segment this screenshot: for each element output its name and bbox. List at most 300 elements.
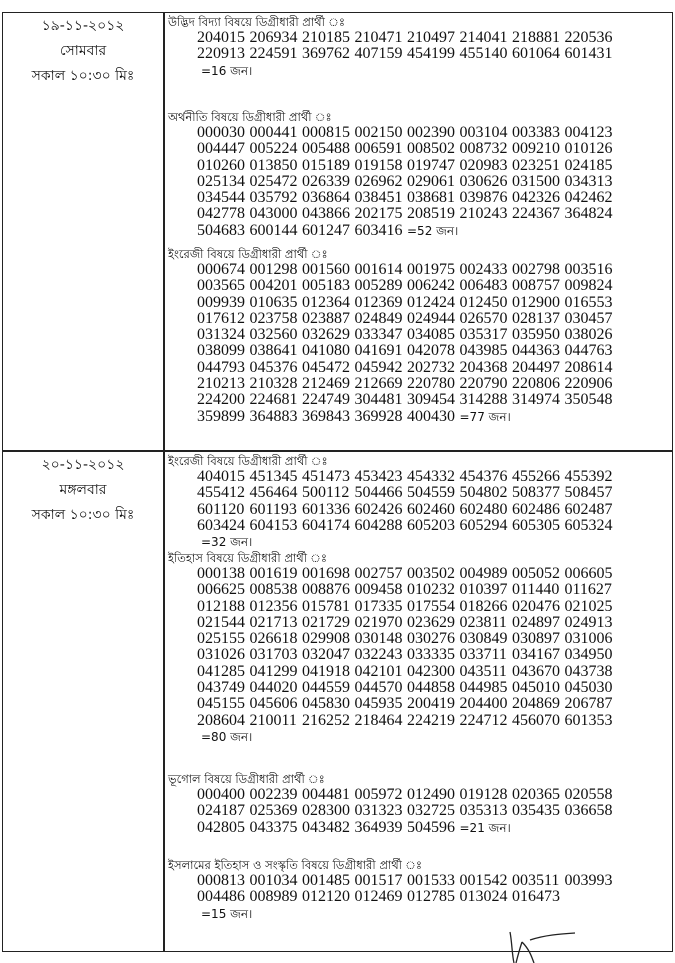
roll-number: 045376 — [249, 358, 298, 376]
roll-number: 041918 — [302, 662, 350, 680]
roll-number: 602480 — [459, 500, 508, 518]
roll-number: 011627 — [564, 581, 612, 599]
roll-number: 000138 — [197, 565, 245, 582]
roll-number: 021729 — [302, 613, 350, 631]
roll-number-line — [197, 125, 668, 141]
roll-number: 508457 — [564, 484, 613, 502]
roll-number: 031324 — [197, 326, 245, 344]
roll-number: 041285 — [197, 662, 245, 680]
roll-number: 200419 — [407, 695, 455, 713]
roll-number: 031703 — [249, 646, 298, 664]
roll-number: 044559 — [302, 679, 350, 697]
roll-number: 224367 — [512, 205, 560, 223]
subject-heading: ইতিহাস বিষয়ে ডিগ্রীধারী প্রার্থী ঃ — [168, 551, 328, 565]
roll-number: 012369 — [354, 293, 403, 311]
roll-number: 204400 — [459, 695, 508, 713]
roll-number: 035792 — [249, 189, 298, 207]
roll-number: 029908 — [302, 630, 350, 648]
roll-number: 220913 — [197, 45, 245, 63]
date-cell-1 — [4, 14, 162, 89]
roll-number: 035317 — [459, 326, 508, 344]
roll-number: 033347 — [354, 326, 403, 344]
roll-number: 008538 — [249, 581, 298, 599]
candidate-count: =15 জন। — [201, 906, 253, 921]
roll-number: 210328 — [249, 375, 298, 393]
roll-number: 002757 — [354, 565, 403, 582]
subject-heading: ইংরেজী বিষয়ে ডিগ্রীধারী প্রার্থী ঃ — [168, 247, 328, 261]
roll-number: 024913 — [564, 613, 613, 631]
roll-number: 006242 — [407, 277, 455, 295]
roll-number: 020476 — [512, 597, 560, 615]
roll-number-line — [197, 889, 668, 905]
roll-number: 043670 — [512, 662, 560, 680]
roll-number: 023758 — [249, 309, 298, 327]
roll-number: 025472 — [249, 172, 298, 190]
roll-number: 008989 — [249, 888, 298, 906]
roll-number: 010126 — [564, 140, 613, 158]
roll-number-line — [197, 360, 668, 376]
roll-number: 604288 — [354, 516, 403, 534]
roll-number: 605324 — [564, 516, 613, 534]
roll-number: 012450 — [459, 293, 508, 311]
roll-number: 204497 — [512, 358, 560, 376]
roll-number: 038641 — [249, 342, 298, 360]
roll-number: 010397 — [459, 581, 508, 599]
roll-number: 024897 — [512, 613, 560, 631]
roll-number: 001614 — [354, 261, 403, 278]
roll-number: 010635 — [249, 293, 298, 311]
roll-number-line — [197, 190, 668, 206]
roll-number: 455140 — [459, 45, 508, 63]
roll-number: 019747 — [407, 156, 455, 174]
roll-number: 601120 — [197, 500, 245, 518]
subject-section — [168, 857, 668, 922]
roll-number: 004989 — [459, 565, 508, 582]
roll-number: 008732 — [459, 140, 508, 158]
roll-number: 002390 — [407, 124, 455, 141]
roll-number: 004486 — [197, 888, 245, 906]
roll-number: 026339 — [302, 172, 350, 190]
roll-number: 041080 — [302, 342, 350, 360]
roll-number: 602487 — [564, 500, 613, 518]
roll-number-line — [197, 518, 668, 534]
roll-number: 350548 — [564, 391, 613, 409]
roll-number: 508377 — [512, 484, 560, 502]
subject-heading: ইংরেজী বিষয়ে ডিগ্রীধারী প্রার্থী ঃ — [168, 454, 328, 468]
roll-number: 369762 — [302, 45, 350, 63]
roll-number: 035313 — [459, 802, 508, 820]
roll-number: 456070 — [512, 711, 560, 729]
roll-number: 003511 — [512, 872, 560, 889]
roll-number-line — [197, 311, 668, 327]
roll-number: 030148 — [354, 630, 403, 648]
roll-number: 220806 — [512, 375, 560, 393]
roll-number: 604174 — [302, 516, 350, 534]
roll-number: 455266 — [512, 468, 560, 485]
roll-number: 010232 — [407, 581, 455, 599]
roll-number-line — [197, 469, 668, 485]
roll-number: 004447 — [197, 140, 245, 158]
roll-number: 045472 — [302, 358, 350, 376]
roll-number: 023629 — [407, 613, 455, 631]
roll-number-line — [197, 696, 668, 712]
roll-number: 504559 — [407, 484, 455, 502]
subject-section — [168, 246, 668, 425]
roll-number: 044570 — [354, 679, 403, 697]
roll-number: 036864 — [302, 189, 350, 207]
roll-number: 038026 — [564, 326, 613, 344]
roll-number: 013024 — [459, 888, 508, 906]
roll-number-line — [197, 158, 668, 174]
roll-number: 006625 — [197, 581, 245, 599]
roll-number: 012424 — [407, 293, 455, 311]
roll-number: 210243 — [459, 205, 508, 223]
roll-number: 001517 — [354, 872, 403, 889]
roll-number: 504466 — [354, 484, 403, 502]
roll-number: 451345 — [249, 468, 298, 485]
roll-number: 034544 — [197, 189, 245, 207]
roll-number-line — [197, 566, 668, 582]
roll-number: 038451 — [354, 189, 403, 207]
roll-number: 015781 — [302, 597, 350, 615]
roll-number: 028300 — [302, 802, 350, 820]
roll-number: 218464 — [354, 711, 403, 729]
roll-number: 009939 — [197, 293, 245, 311]
roll-number: 605305 — [512, 516, 560, 534]
roll-number: 045155 — [197, 695, 245, 713]
roll-number-list — [197, 469, 668, 550]
roll-number: 028137 — [512, 309, 560, 327]
roll-number: 039876 — [459, 189, 508, 207]
roll-number-line — [197, 803, 668, 819]
roll-number: 038099 — [197, 342, 245, 360]
roll-number: 006483 — [459, 277, 508, 295]
roll-number: 309454 — [407, 391, 455, 409]
roll-number: 012188 — [197, 597, 245, 615]
roll-number: 504596 — [407, 818, 455, 836]
roll-number: 369843 — [302, 407, 350, 425]
roll-number-line — [197, 278, 668, 294]
roll-number: 604153 — [249, 516, 298, 534]
roll-number: 003104 — [459, 124, 508, 141]
roll-number-list — [197, 125, 668, 239]
roll-number: 021713 — [249, 613, 298, 631]
roll-number: 455412 — [197, 484, 245, 502]
roll-number: 015189 — [302, 156, 350, 174]
roll-number: 025369 — [249, 802, 298, 820]
roll-number-line — [197, 46, 668, 62]
roll-number: 031006 — [564, 630, 613, 648]
signature — [500, 930, 600, 963]
roll-number: 030849 — [459, 630, 508, 648]
time: সকাল ১০:৩০ মিঃ — [31, 68, 135, 84]
roll-number: 004123 — [564, 124, 613, 141]
column-divider — [163, 12, 165, 952]
subject-heading: অর্থনীতি বিষয়ে ডিগ্রীধারী প্রার্থী ঃ — [168, 110, 332, 124]
roll-number: 210213 — [197, 375, 245, 393]
roll-number: 025155 — [197, 630, 245, 648]
roll-number: 020365 — [512, 786, 560, 803]
roll-number: 042326 — [512, 189, 560, 207]
roll-number-line — [197, 502, 668, 518]
roll-number: 016553 — [564, 293, 613, 311]
roll-number: 314974 — [512, 391, 560, 409]
roll-number: 005183 — [302, 277, 350, 295]
roll-number: 004201 — [249, 277, 298, 295]
roll-number: 005289 — [354, 277, 403, 295]
roll-number: 034085 — [407, 326, 455, 344]
roll-number: 012490 — [407, 786, 455, 803]
roll-number: 044363 — [512, 342, 560, 360]
roll-number: 043866 — [302, 205, 350, 223]
roll-number: 453423 — [354, 468, 403, 485]
roll-number: 032560 — [249, 326, 298, 344]
roll-number: 021970 — [354, 613, 403, 631]
roll-number-line — [197, 485, 668, 501]
roll-number: 605203 — [407, 516, 455, 534]
day: সোমবার — [59, 43, 107, 59]
roll-number: 045935 — [354, 695, 403, 713]
roll-number: 031323 — [354, 802, 403, 820]
roll-number: 001619 — [249, 565, 298, 582]
roll-number: 011440 — [512, 581, 560, 599]
roll-number: 206787 — [564, 695, 613, 713]
roll-number: 020558 — [564, 786, 613, 803]
roll-number: 212469 — [302, 375, 350, 393]
roll-number: 364824 — [564, 205, 613, 223]
roll-number-line — [197, 376, 668, 392]
roll-number: 044985 — [459, 679, 508, 697]
roll-number: 000030 — [197, 124, 245, 141]
roll-number: 021544 — [197, 613, 245, 631]
roll-number: 208604 — [197, 711, 245, 729]
roll-number: 045606 — [249, 695, 298, 713]
roll-number: 602486 — [512, 500, 560, 518]
roll-number: 454332 — [407, 468, 455, 485]
roll-number: 045030 — [564, 679, 613, 697]
roll-number: 026618 — [249, 630, 298, 648]
roll-number: 224591 — [249, 45, 298, 63]
roll-number: 500112 — [302, 484, 350, 502]
roll-number: 026962 — [354, 172, 403, 190]
roll-number: 314288 — [459, 391, 508, 409]
roll-number: 602426 — [354, 500, 403, 518]
roll-number: 000815 — [302, 124, 350, 141]
roll-number: 044020 — [249, 679, 298, 697]
roll-number: 012785 — [407, 888, 455, 906]
roll-number: 030457 — [564, 309, 613, 327]
roll-number: 224219 — [407, 711, 455, 729]
roll-number: 001975 — [407, 261, 455, 278]
roll-number: 454199 — [407, 45, 455, 63]
roll-number: 030276 — [407, 630, 455, 648]
roll-number: 204869 — [512, 695, 560, 713]
roll-number: 009458 — [354, 581, 403, 599]
roll-number: 451473 — [302, 468, 350, 485]
roll-number-list — [197, 787, 668, 836]
roll-number: 001034 — [249, 872, 298, 889]
roll-number: 002150 — [354, 124, 403, 141]
roll-number: 008876 — [302, 581, 350, 599]
roll-number: 504802 — [459, 484, 508, 502]
roll-number-list — [197, 873, 668, 922]
roll-number: 220790 — [459, 375, 508, 393]
subject-section — [168, 550, 668, 745]
subject-section — [168, 109, 668, 239]
candidate-count: =16 জন। — [201, 63, 253, 78]
roll-number: 002798 — [512, 261, 560, 278]
roll-number: 033711 — [459, 646, 507, 664]
roll-number: 005972 — [354, 786, 403, 803]
roll-number: 005052 — [512, 565, 560, 582]
roll-number: 033335 — [407, 646, 455, 664]
roll-number: 025134 — [197, 172, 245, 190]
roll-number: 210497 — [407, 29, 455, 46]
roll-number-list — [197, 262, 668, 425]
roll-number: 045010 — [512, 679, 560, 697]
roll-number: 220906 — [564, 375, 613, 393]
roll-number: 032629 — [302, 326, 350, 344]
roll-number: 043482 — [302, 818, 350, 836]
roll-number-line — [197, 664, 668, 680]
roll-number: 407159 — [354, 45, 403, 63]
roll-number: 021025 — [564, 597, 613, 615]
roll-number-list — [197, 30, 668, 79]
roll-number: 042805 — [197, 818, 245, 836]
roll-number: 008502 — [407, 140, 455, 158]
roll-number: 019128 — [459, 786, 508, 803]
roll-number: 001298 — [249, 261, 298, 278]
roll-number: 001560 — [302, 261, 350, 278]
roll-number: 024944 — [407, 309, 455, 327]
roll-number: 454376 — [459, 468, 508, 485]
roll-number: 003565 — [197, 277, 245, 295]
roll-number: 041691 — [354, 342, 403, 360]
roll-number: 024185 — [564, 156, 613, 174]
roll-number: 038681 — [407, 189, 455, 207]
roll-number: 006591 — [354, 140, 403, 158]
roll-number: 042300 — [407, 662, 455, 680]
roll-number: 043738 — [564, 662, 613, 680]
roll-number: 032243 — [354, 646, 403, 664]
roll-number: 220780 — [407, 375, 455, 393]
subject-section — [168, 771, 668, 836]
roll-number-line — [197, 392, 668, 408]
roll-number: 601431 — [564, 45, 613, 63]
roll-number-line — [197, 787, 668, 803]
roll-number: 002239 — [249, 786, 298, 803]
roll-number: 601336 — [302, 500, 350, 518]
roll-number: 044763 — [564, 342, 613, 360]
roll-number: 210185 — [302, 29, 350, 46]
candidate-count: =21 জন। — [459, 820, 511, 835]
roll-number: 404015 — [197, 468, 245, 485]
roll-number-line — [197, 30, 668, 46]
roll-number: 605294 — [459, 516, 508, 534]
candidate-count: =80 জন। — [201, 729, 253, 744]
roll-number: 202175 — [354, 205, 403, 223]
subject-heading: ইসলামের ইতিহাস ও সংস্কৃতি বিষয়ে ডিগ্রীধারী প্রার্থী ঃ — [168, 858, 423, 872]
roll-number: 214041 — [459, 29, 508, 46]
roll-number: 456464 — [249, 484, 298, 502]
roll-number: 216252 — [302, 711, 350, 729]
roll-number: 304481 — [354, 391, 403, 409]
roll-number: 044793 — [197, 358, 245, 376]
candidate-count: =77 জন। — [459, 409, 511, 424]
roll-number-list — [197, 566, 668, 745]
time: সকাল ১০:৩০ মিঃ — [31, 507, 135, 523]
roll-number: 601064 — [512, 45, 560, 63]
roll-number: 006605 — [564, 565, 613, 582]
roll-number: 017612 — [197, 309, 245, 327]
roll-number: 224712 — [459, 711, 508, 729]
roll-number: 009824 — [564, 277, 613, 295]
roll-number: 035435 — [512, 802, 560, 820]
day: মঙ্গলবার — [59, 482, 107, 498]
roll-number-line — [197, 141, 668, 157]
roll-number: 000400 — [197, 786, 245, 803]
roll-number: 016473 — [512, 888, 560, 906]
roll-number: 212669 — [354, 375, 403, 393]
roll-number: 042778 — [197, 205, 245, 223]
row-divider — [2, 450, 673, 452]
roll-number-line — [197, 647, 668, 663]
roll-number-line — [197, 295, 668, 311]
roll-number: 455392 — [564, 468, 613, 485]
roll-number: 400430 — [407, 407, 455, 425]
roll-number: 023887 — [302, 309, 350, 327]
roll-number-line — [197, 820, 668, 836]
date-cell-2 — [4, 453, 162, 528]
roll-number: 600144 — [249, 221, 298, 239]
roll-number: 001698 — [302, 565, 350, 582]
roll-number: 034167 — [512, 646, 560, 664]
roll-number: 034313 — [564, 172, 613, 190]
roll-number: 001485 — [302, 872, 350, 889]
roll-number: 017554 — [407, 597, 455, 615]
roll-number: 029061 — [407, 172, 455, 190]
roll-number-line — [197, 206, 668, 222]
roll-number: 041299 — [249, 662, 298, 680]
roll-number: 208519 — [407, 205, 455, 223]
roll-number: 602460 — [407, 500, 455, 518]
roll-number: 012356 — [249, 597, 298, 615]
roll-number: 004481 — [302, 786, 350, 803]
roll-number: 036658 — [564, 802, 613, 820]
roll-number: 003502 — [407, 565, 455, 582]
roll-number: 005224 — [249, 140, 298, 158]
roll-number: 601193 — [249, 500, 297, 518]
roll-number: 018266 — [459, 597, 508, 615]
roll-number: 024187 — [197, 802, 245, 820]
roll-number: 024849 — [354, 309, 403, 327]
roll-number: 023251 — [512, 156, 560, 174]
roll-number-line — [197, 713, 668, 729]
roll-number: 030897 — [512, 630, 560, 648]
roll-number: 224681 — [249, 391, 298, 409]
roll-number: 204015 — [197, 29, 245, 46]
roll-number-line — [197, 343, 668, 359]
roll-number: 000441 — [249, 124, 298, 141]
roll-number: 012469 — [354, 888, 403, 906]
roll-number: 001542 — [459, 872, 508, 889]
roll-number: 019158 — [354, 156, 403, 174]
roll-number-line — [197, 223, 668, 239]
roll-number: 032047 — [302, 646, 350, 664]
roll-number: 017335 — [354, 597, 403, 615]
roll-number: 013850 — [249, 156, 298, 174]
roll-number: 035950 — [512, 326, 560, 344]
